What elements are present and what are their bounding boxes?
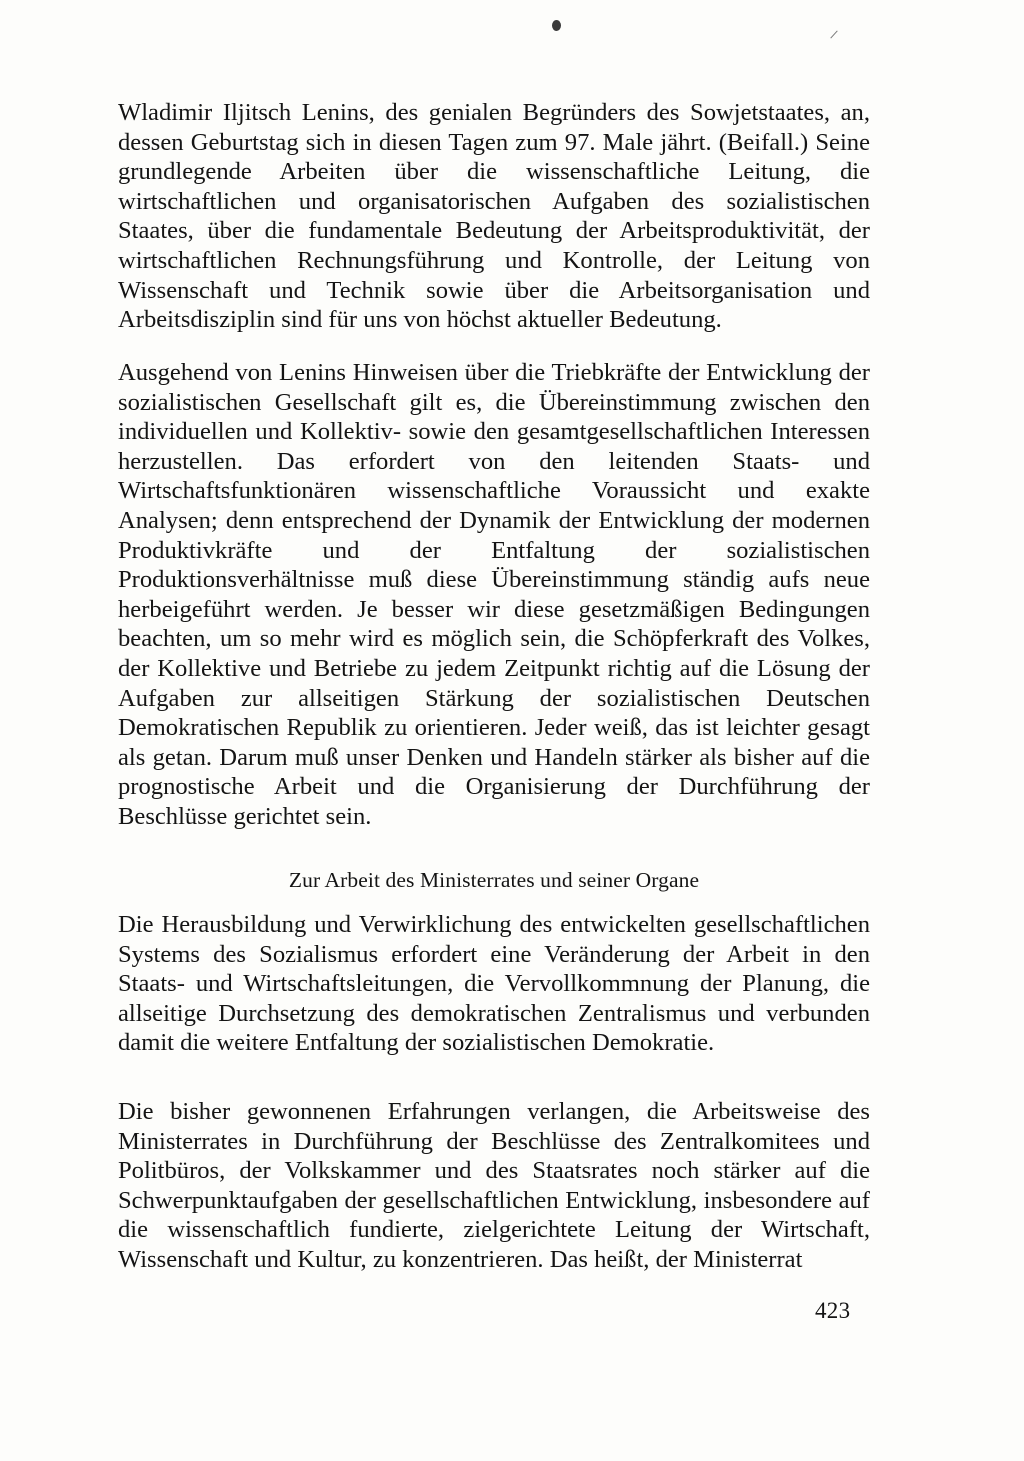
- paragraph-2: Ausgehend von Lenins Hinweisen über die Triebkräfte der Entwicklung der sozialistischen Gesellschaft gilt es, die Übereinstimmung zwischen den individuellen und Kollektiv- sowie den gesamtgesellschaftlichen Interessen herzustellen. Das erfordert von den leitenden Staats- und Wirtschaftsfunktionären wissenschaftliche Voraussicht und exakte Analysen; denn entsprechend der Dynamik der Entwicklung der modernen Produktivkräfte und der Entfaltung der sozialistischen Produktionsverhältnisse muß diese Übereinstimmung ständig aufs neue herbeigeführt werden. Je besser wir diese gesetzmäßigen Bedingungen beachten, um so mehr wird es möglich sein, die Schöpferkraft des Volkes, der Kollektive und Betriebe zu jedem Zeitpunkt richtig auf die Lösung der Aufgaben zur allseitigen Stärkung der sozialistischen Deutschen Demokratischen Republik zu orientieren. Jeder weiß, das ist leichter gesagt als getan. Darum muß unser Denken und Handeln stärker als bisher auf die prognostische Arbeit und die Organisierung der Durchführung der Beschlüsse gerichtet sein.: [118, 359, 870, 830]
- margin-mark: [830, 30, 837, 38]
- paragraph-4: Die bisher gewonnenen Erfahrungen verlangen, die Arbeitsweise des Ministerrates in Durchführung der Beschlüsse des Zentralkomitees und Politbüros, der Volkskammer und des Staatsrates noch stärker auf die Schwerpunktaufgaben der gesellschaftlichen Entwicklung, insbesondere auf die wissenschaftlich fundierte, zielgerichtete Leitung der Wirtschaft, Wissenschaft und Kultur, zu konzentrieren. Das heißt, der Ministerrat: [118, 1098, 870, 1273]
- page-number: 423: [815, 1298, 851, 1323]
- ink-speck: [552, 20, 561, 31]
- paragraph-3: Die Herausbildung und Verwirklichung des entwickelten gesellschaftlichen Systems des Sozialismus erfordert eine Veränderung der Arbeit in den Staats- und Wirtschaftsleitungen, die Vervollkommnung der Planung, die allseitige Durchsetzung des demokratischen Zentralismus und verbunden damit die weitere Entfaltung der sozialistischen Demokratie.: [118, 911, 870, 1057]
- section-heading: Zur Arbeit des Ministerrates und seiner Organe: [288, 868, 700, 892]
- text-block-4: [118, 1097, 870, 1275]
- text-block-3: [118, 910, 870, 1058]
- text-block-2: [118, 358, 870, 832]
- paragraph-1: Wladimir Iljitsch Lenins, des genialen Begründers des Sowjetstaates, an, dessen Geburtstag sich in diesen Tagen zum 97. Male jährt. (Beifall.) Seine grundlegende Arbeiten über die wissenschaftliche Leitung, die wirtschaftlichen und organisatorischen Aufgaben des sozialistischen Staates, über die fundamentale Bedeutung der Arbeitsproduktivität, der wirtschaftlichen Rechnungsführung und Kontrolle, der Leitung von Wissenschaft und Technik sowie über die Arbeitsorganisation und Arbeitsdisziplin sind für uns von höchst aktueller Bedeutung.: [118, 99, 870, 334]
- text-block-1: [118, 98, 870, 335]
